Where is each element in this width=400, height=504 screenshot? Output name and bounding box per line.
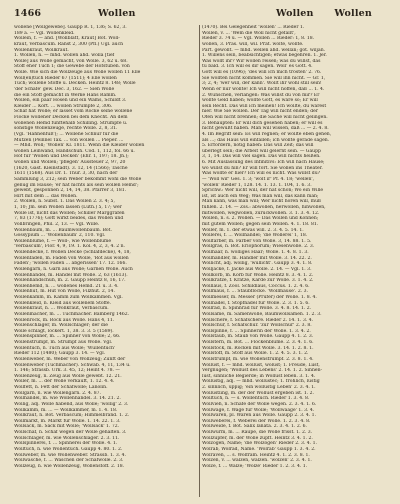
text-line: hier. Wie Sie wollen. Der Tag will nicht enden; der (202, 109, 319, 115)
text-line: 1. Wollen, n. — mhd. wollen ahd. wolla [tief (14, 53, 115, 59)
text-line: Wollstrumpf, m. wie Wollenstrumpf. 2. 3. 8. 1. 4. (202, 356, 314, 362)
text-line: Wollüstig, adj. — mhd. wollustec; 1. fröhlich, lustig (202, 379, 320, 385)
text-line: Woller, m. 1. der etwas will. 2. 3. 4. 5. 14. 1. (202, 227, 304, 233)
text-line: gewebt, gesponnen 2, 14, 14, 38. Pfarrer 3, 181. (14, 188, 127, 194)
text-line: 3, 1, 14. Das will viel sagen. Das will nichts heißen. (202, 154, 321, 160)
text-line: Wollenkraut, n. ... Wollkraut, Verbascum. (14, 306, 109, 312)
text-line: Wollfett, n. Fett der Schafwolle; Lanolin. (14, 385, 108, 390)
text-line: Wollein, f. — ahd. [Wollblatt, Kraut] Bot. Woll- (14, 36, 120, 42)
running-header (14, 8, 386, 22)
text-line: Wollzupfer, m. der Wolle zupft. Heintz 3. 4. 1. 2. (202, 435, 313, 441)
text-line: Wollenkraut, Wollkraut. (14, 47, 69, 53)
text-line: sonstige Wollenzeuge, rechte Wolle. 2, 8, 31. (14, 126, 118, 132)
text-line: Sprichw.: Wer nicht will, der hat schon; Wo ein Wille (202, 188, 324, 194)
text-line: Wollenweber (Tuchmacher). Schwab. 4, 11, 134 u. (14, 362, 131, 368)
text-line: 4. Im Begriff sein: Es will regnen; er wollte eben gehen, (202, 131, 332, 137)
text-line: Wollspinnerei, f. ... Spinnerei der Wolle. 4. 1. (14, 441, 118, 447)
text-line: 3; 2, 4; 'wer will, der kann'. Wollt ihr wohl still sein! (202, 81, 322, 87)
text-line: Wolle schlägt, lockert. 1, 38. 3. 3. 5 (1589). (14, 328, 114, 334)
text-line: Wollhandel, m. wie Wollenhandel. 3. 14. 21. 2. (14, 396, 121, 402)
text-line: (Vgl. 'Hahnenfuß'); ... Wollene Schnur für die (14, 131, 119, 137)
text-line: Wollkamm, m. ... — Wollkämmer, m. 1. 4. 18. (14, 407, 118, 413)
text-line: Kleider ... Kort. ... wollen Strümpfe 2, 306. (14, 103, 113, 109)
text-line: Wollentuch, n. Tuch aus Wolle; 'Wullentuch' (14, 345, 116, 351)
text-line: 2. sinnlich, üppig; 'ein wollüstig Leben' 2. 3. 4. 1. (202, 385, 316, 390)
running-head-right: Wollen (334, 8, 372, 19)
text-line: Wölze, f. ... Walze; 'Wölze' Rieder 1. 2. 3. 4. 1. (202, 463, 308, 469)
text-line: Wollschaf, n. Schaf wegen der Wolle gehalten. 3. (14, 430, 127, 435)
text-line: 2. Wollen, n. Subst. 1. Das Wollen 2. 3. 4; 5, (14, 199, 115, 205)
text-line: Wollenbaum, m. ... Baumwollenbaum. Bot. (14, 227, 112, 233)
text-line: Wollkraut, n. Bot. Verbascum; Himmelbrand. 1. 2. (14, 413, 130, 419)
text-line: Wollenkamm, m. Kamm zum Wollkämmen. Vgl. (14, 295, 123, 300)
text-line: wo willst du hin? Er will fort. Sie wollen ins Theater. (202, 165, 323, 171)
text-line: mit gutem Wollen; gegen sein Wollen. 4. 1. 18. 81. (202, 221, 319, 227)
text-line: überlegt sein; die Arbeit will gelernt sein. — Gaupp (202, 148, 321, 154)
text-line: Wollenweber, m. Weber von Wollzeug; Zunft der (14, 356, 126, 362)
text-line: Wollenhut, m. Hut von Wolle, Filzhut. 2, 14. (14, 289, 115, 295)
text-line: Wollenkleid, n. Kleid aus wollenem Stoffe. (14, 300, 112, 306)
text-line: Vollbringen, Phil. 2, 13. — Vgl. Wille. (14, 221, 100, 227)
text-line: Wollen, n. s. 2. Wollen. — Das Wollen und Können; (202, 216, 319, 222)
text-line: Wollenhemd, n. ... wollenes Hemd. 21 u. 3. 4. (14, 283, 119, 289)
text-line: Wollenhandel, m. Handel mit Wolle. 2, 63 (1613). (14, 272, 128, 278)
text-line: Wollenrock, m. Rock aus Wolle. Hans 4, 11. (14, 317, 115, 323)
text-line: — Mhd. Woll; 'Wollen' Kl. 1811. Wenn die Kleider wollen (14, 143, 145, 149)
text-line: Wollmesser, m. Messer (Prüfer) der Wolle. 1. 8. 4. (202, 295, 317, 300)
text-line: 'wöllen' Rieder 1, 128. 14. 1. 13. 1. 104, 1. 6. 3. (202, 182, 312, 188)
text-line: (1470). Bei Gelegenheit 'wollen' ... Rieder 1. (202, 25, 305, 30)
text-line: Wolzogen, Name; 'die Wolzogen' Rieder 2. 3. 4. 1. (202, 441, 317, 447)
text-line: Wollwurm, m. ... Raupe, die Wolle frisst. 1. 2. 3. (202, 430, 313, 435)
text-line: Gott will es (1096); 'des will ich mich trösten' 2. 76. (202, 70, 322, 75)
text-line: Wollschläger, m. wie Wollenschläger. 2. 3. 11. (14, 435, 120, 441)
text-line: Wollsack, m. Sack mit Wolle; 'Wollsack' 1. 72. (14, 424, 120, 430)
text-line: Wollenhandschuh, m. 2. Gaupp Heintz 8, 16, 17. (14, 278, 126, 284)
text-line: Wollzeug, n. wie Wollenzeug, Wollenstoff. 2. 18. (14, 463, 125, 469)
text-line: Sammlung 3, 212; sein Weber bekommt wohl die Wolle (14, 176, 142, 182)
text-line: Wollenmacher, m. ... Tuchmacher. Bamberg 1462. (14, 311, 130, 317)
column-divider (199, 25, 200, 497)
text-line: (1620, Gast. Kleinstadt). 3. 12, 14 (1566); Tasche (14, 165, 128, 171)
text-line: 1, 10; Jm. sein Wollen lassen (Luth.) 5, 17; wer (14, 205, 122, 210)
text-line: Wollwage, f. Wage für Wolle; 'Wollwaage' 1. 3. 4. (202, 407, 315, 413)
text-line: Wenn er nur wollte! Ich will nicht hoffen, daß ... 1. 4. (202, 86, 325, 92)
text-line: Wolraven, ... s. Wolfram. Heintz 4. 1. 2. 3. 8. 1. (202, 452, 310, 458)
text-line: Wollengarn, n. Garn aus Wolle; Garnen Wolle. Auch (14, 266, 133, 272)
text-line: Wollnadel, f. Stopfnadel für Wolle. 2. 3. 1. 5. 6. (202, 300, 310, 306)
text-line: 6. Mit Auslassung des Infinitivs: Ich will nach Hause; (202, 160, 325, 165)
text-line: Wollen, v. ... 'Wem die Woll nicht gefällt', (202, 30, 296, 36)
text-line: Wollstock, m. Rocken mit Wolle. 3. 14. 1. 2. 8. 1. (202, 345, 314, 351)
text-line: Ofen will nicht brennen; die Sache will nicht gelingen. (202, 115, 328, 120)
text-line: Flocke wollener Decken bei dem Knecht. An dem (14, 115, 128, 120)
text-line: Wolljacke, f. Jacke aus Wolle. 2. 14. — Vgl. 1. 3. (202, 266, 312, 272)
text-line: Wollwäsche, f. ... Waschen der Schafwolle. 2. 3. (14, 458, 124, 464)
left-column (14, 25, 198, 497)
text-line: Vergnügen; 'Wollust des Lebens' 2. 14. 1. 2. Sinnen- (202, 368, 323, 374)
text-line: Wollmaus, f. ... Staubflocke. 'Wollmäuse'. 2. 3. (202, 289, 309, 295)
text-line: Part. gewollt. — mhd. wellen ahd. wellan; got. wiljan. (202, 47, 326, 53)
text-line: Wollüstling, m. der der Wollust ergeben ist. 1. 2. (202, 390, 314, 396)
text-line: lust, sinnliche Begierde; in Wollust leben. 3. 1. 4. (202, 373, 316, 379)
text-line: Wollkratze, f. Kratze, Karde zur Wolle. 3. 1. 4. 2. (202, 278, 314, 284)
text-line: Was wollt ihr? Wir wollen reisen; was du willst, das (202, 58, 321, 64)
text-line: mitwollen, wegwollen, zurückwollen. 3. 1. 3. 4. 12. (202, 210, 320, 216)
text-line: Wollicht, adj. wollig, 'wullicht'. Gaupp 3. 4. 1. 8. (202, 261, 313, 267)
text-line: wollen Leinwand, Handschuh. Cod. 1, 112, fol. 66 u. (14, 148, 135, 154)
text-line: Sie wollten nicht kommen. Sie will ihn nicht. — Gr. 1, (202, 75, 326, 81)
text-line: Wollwaren, pl. Waren aus Wolle. Gaupp 2. 3. 4. 1. (202, 413, 317, 419)
text-line: Man kann, was man will; Wer nicht hören will, muß (202, 199, 322, 205)
text-line: wollen und Wollen; 'pflegen' Aussteuer 2, 97, 20 (14, 160, 126, 165)
text-line: Wollgarn, n. wie Wollengarn. 2. 4. 87. (14, 390, 101, 396)
text-line: Rieder 3. 74 u. — Vgl. Wollen ... Rieder: 1, 8. 18. (202, 36, 315, 42)
text-line: Wollendecke, f. Wollen Decke (Schlafdecke), 4, 18, (14, 250, 131, 255)
text-line: Wollstern, m. Bot. ... Flockenblume. 2. 3. 4. 1. 6. (202, 340, 314, 345)
text-line: genug im Hause; 'er hat nichts als sein wollen Hemd'; (14, 182, 139, 188)
text-line: Wollust, f. — mhd. wollust, wolust; 1. Freude, Lust, (202, 362, 320, 368)
text-line: Wollschur, f. Schafschur. 'zur Wollschur' 2. 3. 8. (202, 323, 312, 329)
text-line: Wollenstrumpf, m. Strumpf aus Wolle. Vgl. (14, 340, 113, 345)
text-line: 1. Willens sein, beabsichtigen; etwas begehren. 1. Jer. (202, 53, 327, 59)
text-line: 'der Schafe' gew. Dec. 3, 162. — Sieh Wolle (14, 86, 115, 92)
text-line: Woller, m. ... der Wolle verkauft, 1. 12. 4. 4. (14, 379, 115, 385)
text-line: Wollerei, f. ... Wollhandel; 'die Wollerei' 1, 18. (202, 233, 308, 239)
text-line: als ...; das Haus will einfallen; ich wollte gerade sagen. (202, 137, 330, 143)
text-line: Wollhändler, m. Händler mit Wolle. 3. 14. 22. 2. (202, 255, 312, 261)
text-line: Hirt mit dem ... das Wollen. (14, 193, 78, 199)
text-line: 7, 83 (1776); Gott wirkt beides, das Wollen und (14, 216, 124, 222)
text-line: Wolltuch, n. wie Wollentuch. Gaupp 4. 80. 1. 2. (14, 446, 123, 452)
text-line: Wollspinne, f. ... Spinnerin der Wolle. 1. 3. 4. 2. (202, 328, 311, 334)
text-line: Wollweber, m. wie Wollenweber. Strassb. 1. 3. 4. (14, 452, 127, 458)
page-number: 1466 (14, 8, 42, 19)
text-line: 5. Erfordern, nötig haben: Das will Zeit; das will (202, 143, 314, 149)
text-line: — 'Wöll wir' Ges. 1. 3; 'wölt ir' Pf. 4. 18; 'wellen', (202, 176, 315, 182)
text-line: Wolle] aus Wolle gemacht, von Wolle. 3, 62 u. 68. (14, 58, 128, 64)
text-line: Wollfärber, m. Färber von Wolle. 3, 14. 88. 1. 5. (202, 238, 312, 244)
text-line: fühlen. 2. 14. — Zss.: abwollen, herwollen, hinwollen, (202, 205, 326, 210)
text-line: Wollkorb, m. Korb für Wolle. Heintz 8. 3. 4. 1. 2. (202, 272, 314, 278)
text-line: Woll(en)tuch Rieder 67 (1511); 4 Elle wollen (14, 75, 117, 81)
text-line: sein Recht. Das will ich meinen! Ich wollte, du wärest (202, 103, 327, 109)
text-line: ist, ist auch ein Weg; Was man will, das kann man; (202, 193, 319, 199)
text-line: wollenen Hemd fünftehalb Schilling. Strümpfe u. (14, 120, 128, 126)
text-line: Wollgras, n. Bot. Eriophorum; Wiesenwolle. 2. 3. (202, 244, 315, 250)
text-line: Wollenspinner, m. ... Spinner von Wolle; 2, 66. (14, 334, 121, 340)
text-line: wollte Geld haben; wollte Gott, es wäre so; Er will (202, 98, 318, 104)
text-line: Wolle. Wie sich die Wollzeuge aus Wolle wollen 11 Elle (14, 70, 141, 75)
text-line: 1611 (1568). Aus Dr. 1. Thur. 3, 30, nach der (14, 171, 118, 177)
text-line: nicht gewußt haben. Man will wissen, daß ... — 2. 4. 8. (202, 126, 329, 132)
text-line: 3. Behaupten: Er will dich gesehen haben; er will es (202, 120, 323, 126)
text-line: Wolrab, Wolrad, Name. 'Wolrab' Gaupp 1. 3. 4. 2. (202, 446, 316, 452)
text-line: Wolzen, v. ... walzen, wälzen. 'wolzen' 2. 3. 4. 1. (202, 458, 312, 464)
text-line: 2. Wünschen, verlangen: Was willst du von mir? Er (202, 92, 320, 98)
text-line: Gossypium ... 'Wollenbaum' 2, 110. Vgl. (14, 233, 106, 239)
text-line: wollene [Wollgewebe]. Gaupp R. 1, 136; S. 62, 3. (14, 25, 127, 30)
text-line: die ein Stoff gemacht in Werke Hans Ramm. (14, 92, 117, 98)
text-line: Wollen, ein paar Hosen und ein Wams, Schildt 3. (14, 98, 127, 104)
text-line: Wollweberei, f. Weberei der Wolle. 1. 2. 3. 4. 8. (202, 418, 311, 424)
running-head-center: Wollen (276, 8, 314, 19)
text-line: 189 a. — Vgl. Wollenkleid. (14, 30, 75, 36)
text-line: Wollvieh, n. Schafe der Wolle wegen. 2. 3. 4. 1. 6. (202, 401, 317, 407)
text-line: Wollmarkt, m. Markt für Wolle. 1. 14. 22. 1. 3. (14, 418, 121, 424)
text-line: Wollweide, f. Bot. Salix lanata. 2. 3. 4. 1. 2. 6. (202, 424, 307, 430)
text-line: Hof für 'Wollen und Decken' (Ehr. 1, 197; 18. Jh.); (14, 154, 129, 160)
text-line: 1. 146; Strassb. Urk. 3. 45, 12; Heint 4. 78. — (14, 368, 120, 374)
text-line: Wollenblume, f. — Woll-, wie Wollenblume (14, 238, 112, 244)
text-line: Stoff eher Tuch 1; die Gewebe der Hofstuben. von (14, 64, 130, 70)
text-line: tu bald. 3. Ich will es dir sagen. Woll' es Gott. 4. (202, 64, 313, 70)
running-head-left: Wollen (98, 8, 136, 19)
text-line: Faden'; 'wollen Faden ... abgerissen' 17. 12. 166. (14, 261, 127, 267)
text-line: Wollrad, n. Spinnrad für Wolle. 3. 4. 8. 14. 1. 2. (202, 306, 312, 312)
text-line: Schaf hat Wolle; er lasset vom Rocke seine wollene (14, 109, 133, 115)
text-line: Wollsame, m. Samenwolle, Baumwollsamen. 1. 2. 3. (202, 311, 322, 317)
text-line: Rieder 112 (1480); Gaupp 3. 14. — Vgl. (14, 351, 106, 357)
text-line: Mützen (Peinnel Tax. ... von wollen ... Pieper. ... (14, 137, 124, 143)
text-line: Wollstaub, m. Staub von Wolle. Gaupp 4. 1. 2. 3. (202, 334, 314, 340)
text-line: kraut, Verbascum. Ranst 2, 300 (Pfl.) Ugl. auch (14, 41, 124, 47)
text-line: Wollig, adj. Wolle habend, aus Wolle; 'wollig' 2. 3. (14, 401, 129, 407)
text-line: Wolltuch, n. — s. Wollentuch. Rieder 1. 3. 4. 8. (202, 396, 310, 402)
text-line: Wollenzeug, n. Zeug aus Wolle gewebt. 12. 21. (14, 373, 122, 379)
right-column (202, 25, 386, 497)
text-line: wollen, 3. Präs. will, wil. Prät. wolte, wollte. (202, 41, 304, 47)
text-line: Tuch; wollene Stoffe u. Decken. Heintz 8. 148; Wolle (14, 81, 136, 87)
text-line: Wollenfaden, m. Faden von Wolle, 'Rot aus wollen (14, 255, 129, 261)
text-line: 'Verbascum', Flor. 4, 9, 19. 1. Kol. 4, 2, 3, 4. 2 n. (14, 244, 126, 250)
text-line: Wolle ist, nicht das Wollen; Schiller Marggrafen (14, 210, 125, 216)
text-line: Wollhaar, n. wolliges Haar; Wolle. 1. 4. 8. 1. 3. (202, 250, 309, 255)
text-line: Was wollte er hier? Ich will es nicht. Was willst du? (202, 171, 321, 177)
text-line: Wollschere, f. Schafschere. Rieder 2. 14. 1. 3. 4. (202, 317, 314, 323)
text-line: Wolllaus, f. Zool. Schildlaus, Coccus. 1. 2. 4. 6. (202, 283, 310, 289)
text-line: Wollstoff, m. Stoff aus Wolle. 1. 2. 4. 5. 3. 1. 2. (202, 351, 309, 357)
text-line: Wollenschläger, m. Wollschläger; der die (14, 323, 108, 329)
